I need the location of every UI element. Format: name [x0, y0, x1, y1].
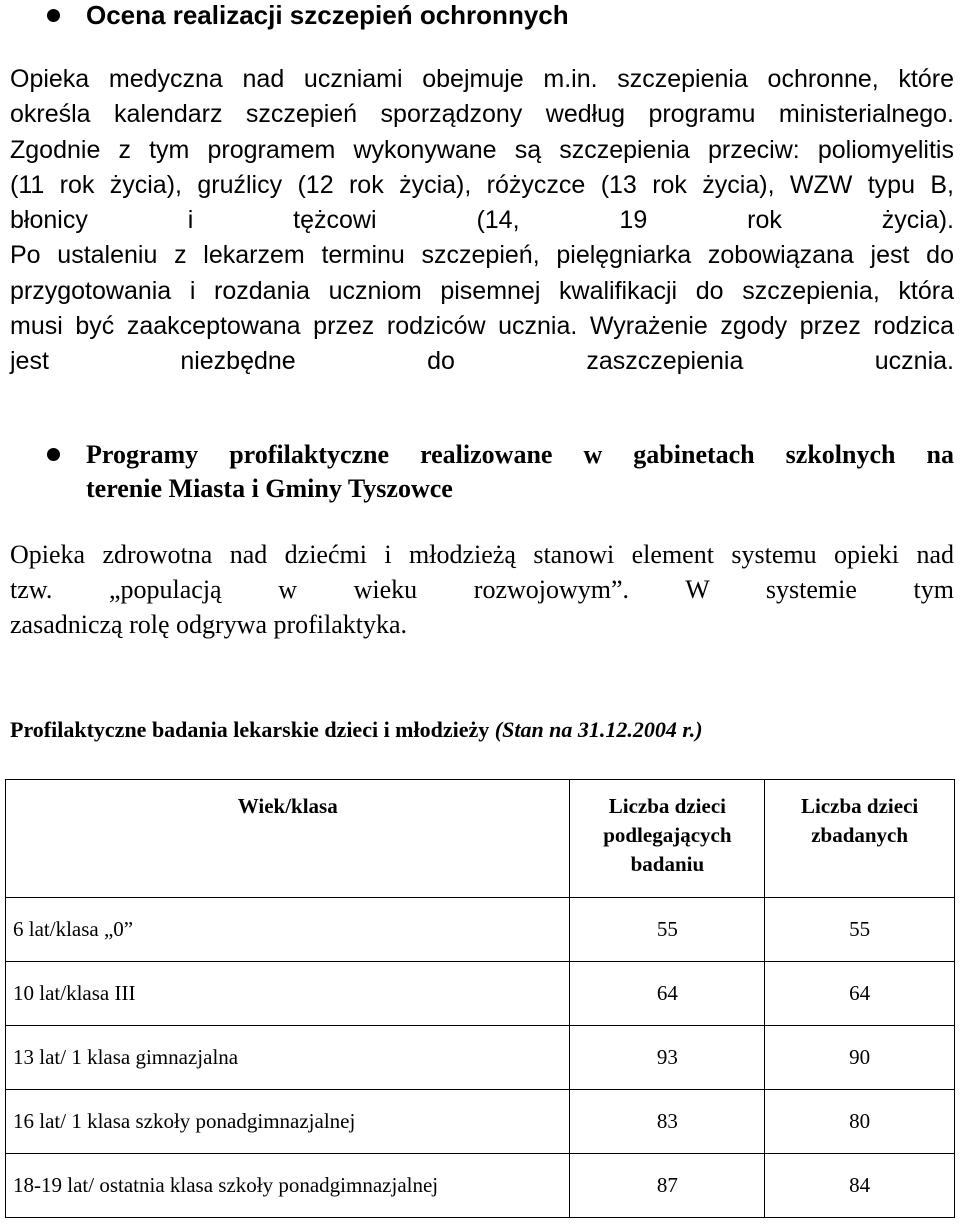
table-header-row [6, 780, 955, 898]
table-row [6, 898, 955, 962]
table-caption-date: (Stan na 31.12.2004 r.) [494, 717, 703, 742]
section-heading-programs [86, 438, 954, 506]
row-label: 16 lat/ 1 klasa szkoły ponadgimnazjalnej [6, 1090, 570, 1154]
paragraph-line: musi być zaakceptowana przez rodziców ucznia. Wyrażenie zgody przez rodzica [10, 312, 954, 341]
paragraph-line: Po ustaleniu z lekarzem terminu szczepień, pielęgniarka zobowiązana jest do [10, 241, 954, 270]
row-subject-count: 87 [570, 1154, 765, 1218]
row-subject-count: 64 [570, 962, 765, 1026]
programs-paragraph [10, 537, 954, 642]
table-row [6, 962, 955, 1026]
bullet-dot-icon [47, 9, 60, 22]
header-children-subject: Liczba dzieci podlegających badaniu [570, 780, 765, 898]
row-label: 18-19 lat/ ostatnia klasa szkoły ponadgimnazjalnej [6, 1154, 570, 1218]
paragraph-line: tzw. „populacją w wieku rozwojowym”. W systemie tym [10, 575, 954, 604]
table-row [6, 1154, 955, 1218]
paragraph-line: przygotowania i rozdania uczniom pisemnej kwalifikacji do szczepienia, która [10, 276, 954, 305]
row-examined-count: 55 [765, 898, 955, 962]
vaccinations-paragraph [10, 62, 954, 380]
table-row [6, 1026, 955, 1090]
paragraph-line: Zgodnie z tym programem wykonywane są szczepienia przeciw: poliomyelitis [10, 135, 954, 164]
row-subject-count: 55 [570, 898, 765, 962]
row-label: 6 lat/klasa „0” [6, 898, 570, 962]
row-examined-count: 80 [765, 1090, 955, 1154]
heading-line: terenie Miasta i Gminy Tyszowce [86, 474, 453, 503]
paragraph-line: określa kalendarz szczepień sporządzony według programu ministerialnego. [10, 100, 954, 129]
paragraph-line: Opieka zdrowotna nad dziećmi i młodzieżą stanowi element systemu opieki nad [10, 540, 954, 569]
header-children-examined: Liczba dzieci zbadanych [765, 780, 955, 898]
section-heading-vaccinations: Ocena realizacji szczepień ochronnych [86, 0, 569, 30]
table-row [6, 1090, 955, 1154]
paragraph-line: jest niezbędne do zaszczepienia ucznia. [10, 347, 954, 376]
row-examined-count: 90 [765, 1026, 955, 1090]
paragraph-line: Opieka medyczna nad uczniami obejmuje m.in. szczepienia ochronne, które [10, 65, 954, 93]
table-caption [10, 716, 703, 744]
paragraph-line: błonicy i tężcowi (14, 19 rok życia). [10, 206, 954, 235]
table-caption-title: Profilaktyczne badania lekarskie dzieci i młodzieży [10, 717, 495, 742]
row-examined-count: 84 [765, 1154, 955, 1218]
paragraph-line: zasadniczą rolę odgrywa profilaktyka. [10, 610, 408, 639]
heading-line: Programy profilaktyczne realizowane w gabinetach szkolnych na [86, 440, 954, 469]
row-label: 13 lat/ 1 klasa gimnazjalna [6, 1026, 570, 1090]
bullet-dot-icon [47, 448, 60, 461]
row-examined-count: 64 [765, 962, 955, 1026]
medical-exams-table [5, 779, 955, 1218]
row-label: 10 lat/klasa III [6, 962, 570, 1026]
row-subject-count: 83 [570, 1090, 765, 1154]
header-age-class: Wiek/klasa [6, 780, 570, 898]
paragraph-line: (11 rok życia), gruźlicy (12 rok życia), różyczce (13 rok życia), WZW typu B, [10, 170, 954, 199]
row-subject-count: 93 [570, 1026, 765, 1090]
